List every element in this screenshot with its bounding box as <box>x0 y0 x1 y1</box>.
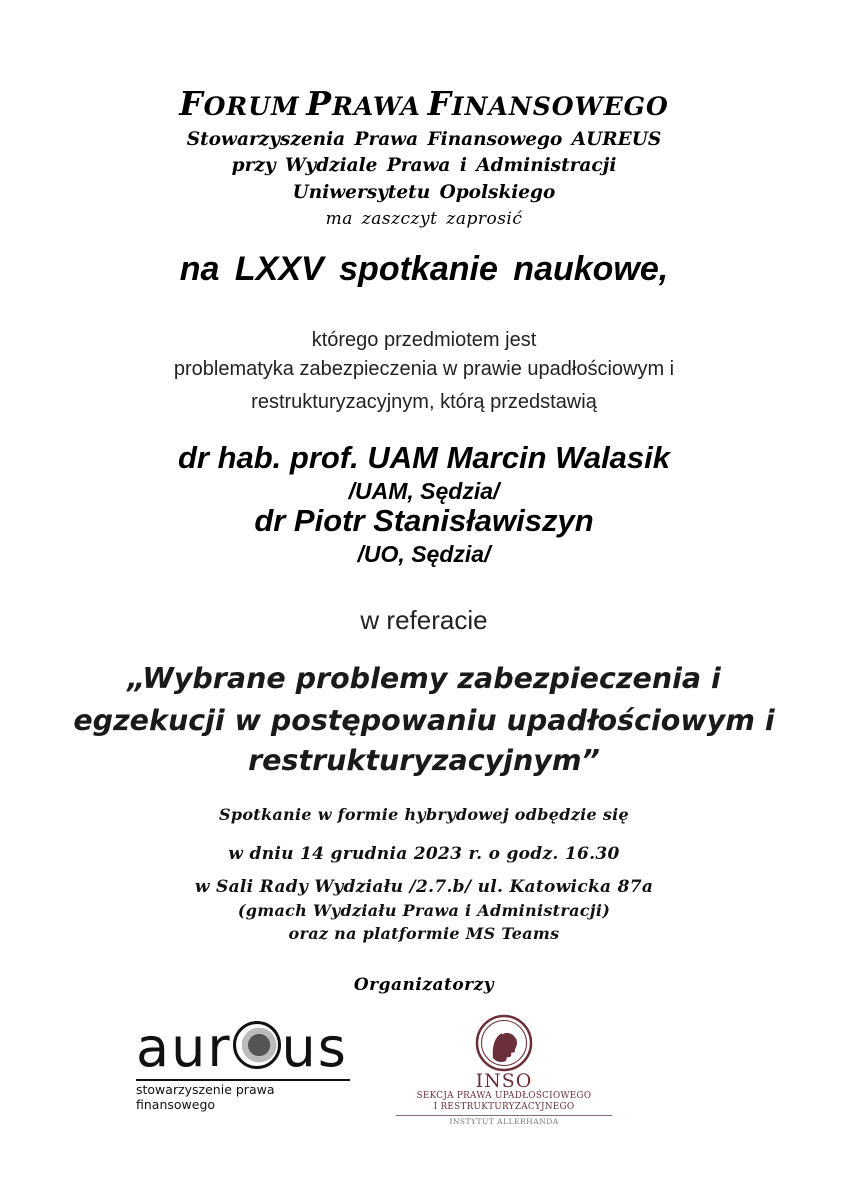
lecture-title-line: „Wybrane problemy zabezpieczenia i <box>127 662 721 695</box>
details-platform: oraz na platformie MS Teams <box>288 924 560 943</box>
details-building: (gmach Wydziału Prawa i Administracji) <box>237 901 611 920</box>
forum-title-word: ORUM <box>203 92 300 121</box>
lecture-title-line: egzekucji w postępowaniu upadłościowym i <box>73 704 775 737</box>
forum-title <box>0 84 848 123</box>
speaker-affiliation: /UO, Sędzia/ <box>357 541 491 567</box>
university-line: Uniwersytetu Opolskiego <box>292 182 556 203</box>
forum-title-letter: P <box>306 84 333 123</box>
details-date: w dniu 14 grudnia 2023 r. o godz. 16.30 <box>228 844 620 864</box>
meeting-heading: na LXXV spotkanie naukowe, <box>179 250 669 288</box>
aureus-subtitle: stowarzyszenie prawa finansowego <box>136 1082 275 1112</box>
coin-icon <box>233 1021 281 1069</box>
inso-subtitle: SEKCJA PRAWA UPADŁOŚCIOWEGO <box>416 1091 592 1101</box>
forum-title-word: RAWA <box>332 92 421 121</box>
forum-title-word: INANSOWEGO <box>451 92 669 121</box>
organization-line: Stowarzyszenia Prawa Finansowego AUREUS <box>186 129 662 150</box>
speaker-affiliation: /UAM, Sędzia/ <box>348 478 500 504</box>
logo-divider <box>136 1079 350 1081</box>
aureus-wordmark-part: us <box>281 1016 348 1079</box>
topic-line: problematyka zabezpieczenia w prawie upadłościowym i <box>173 358 675 380</box>
details-format: Spotkanie w formie hybrydowej odbędzie się <box>218 805 629 824</box>
speaker-name: dr Piotr Stanisławiszyn <box>254 503 594 538</box>
speaker-name: dr hab. prof. UAM Marcin Walasik <box>177 440 671 475</box>
forum-title-letter: F <box>179 84 204 123</box>
topic-line: którego przedmiotem jest <box>311 329 537 351</box>
forum-title-letter: F <box>427 84 452 123</box>
aureus-logo <box>136 1016 356 1112</box>
lecture-intro: w referacie <box>360 605 488 635</box>
logo-divider <box>396 1115 612 1116</box>
invite-line: ma zaszczyt zaprosić <box>325 209 523 229</box>
inso-subtitle: I RESTRUKTURYZACYJNEGO <box>433 1102 575 1112</box>
organizers-label: Organizatorzy <box>353 975 495 995</box>
inso-name: INSO <box>475 1070 533 1092</box>
details-room: w Sali Rady Wydziału /2.7.b/ ul. Katowicka 87a <box>194 877 654 897</box>
faculty-line: przy Wydziale Prawa i Administracji <box>231 155 617 176</box>
aureus-wordmark <box>136 1018 348 1078</box>
aureus-wordmark-part: aur <box>136 1016 232 1079</box>
lecture-title-line: restrukturyzacyjnym” <box>248 744 600 777</box>
topic-line: restrukturyzacyjnym, którą przedstawią <box>251 391 597 413</box>
portrait-medal-icon <box>475 1014 533 1072</box>
inso-institute: INSTYTUT ALLERHANDA <box>449 1117 559 1126</box>
inso-logo <box>390 1014 630 1124</box>
